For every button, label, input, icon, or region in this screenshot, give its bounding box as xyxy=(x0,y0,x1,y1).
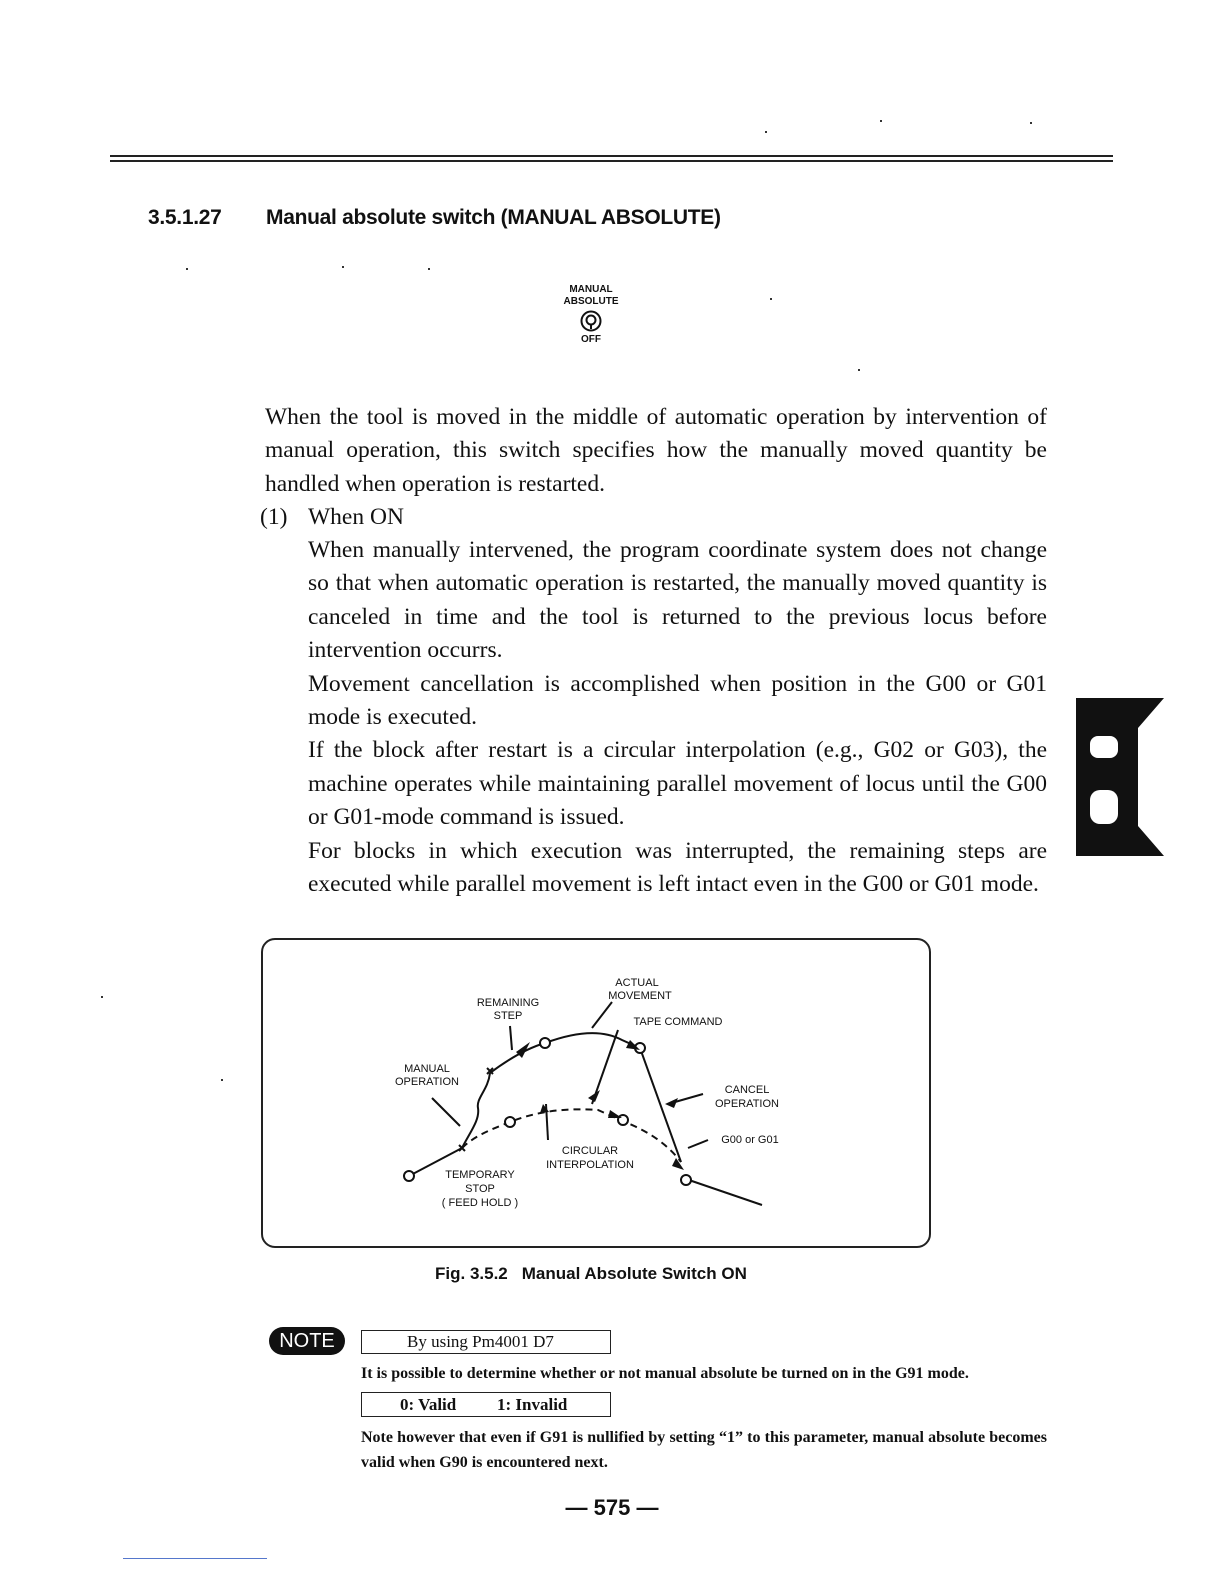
point xyxy=(540,1038,550,1048)
label-temporary-stop: STOP xyxy=(465,1183,495,1195)
arrow xyxy=(608,1110,622,1118)
figure-title: Manual Absolute Switch ON xyxy=(521,1264,747,1283)
label-temporary-stop: TEMPORARY xyxy=(445,1169,515,1181)
actual-movement-path xyxy=(490,1033,640,1073)
switch-label-line1: MANUAL xyxy=(569,284,613,295)
parameter-box xyxy=(361,1330,611,1354)
bottom-link-line xyxy=(123,1558,267,1559)
label-temporary-stop: ( FEED HOLD ) xyxy=(441,1197,519,1209)
note-line-2: Note however that even if G91 is nullified by setting “1” to this parameter, manual absolute becomes valid when G90 is encountered next. xyxy=(361,1429,1047,1471)
arrow xyxy=(665,1098,678,1108)
item-paragraph: If the block after restart is a circular interpolation (e.g., G02 or G03), the machine operates while maintaining parallel movement of locus until the G00 or G01-mode command is issued. xyxy=(308,737,1047,831)
item-heading-text: When ON xyxy=(308,504,404,530)
label-actual-movement: ACTUAL xyxy=(615,977,659,989)
chapter-tab-icon xyxy=(1076,698,1166,858)
label-remaining-step: REMAINING xyxy=(476,997,540,1009)
value-valid: 0: Valid xyxy=(400,1395,457,1414)
parameter-values-box xyxy=(361,1392,611,1417)
leader-actual xyxy=(592,1002,612,1028)
end-point xyxy=(681,1175,691,1185)
note-line-1: It is possible to determine whether or not manual absolute be turned on in the G91 mode. xyxy=(361,1365,969,1382)
section-number: 3.5.1.27 xyxy=(148,206,222,229)
label-remaining-step: STEP xyxy=(493,1010,523,1022)
arrow xyxy=(588,1090,600,1102)
leader-remaining xyxy=(510,1026,512,1050)
section-title: Manual absolute switch (MANUAL ABSOLUTE) xyxy=(266,206,721,229)
note-badge: NOTE xyxy=(269,1327,345,1355)
end-path xyxy=(686,1179,762,1205)
arrow xyxy=(540,1104,549,1113)
leader-g00 xyxy=(688,1140,708,1148)
intro-paragraph: When the tool is moved in the middle of automatic operation by intervention of manual operation, this switch specifies how the manually moved quantity be handled when operation is restarted. xyxy=(265,404,1047,497)
item-paragraph: When manually intervened, the program coordinate system does not change so that when automatic operation is restarted, the manually moved quantity is canceled in time and the tool is returned to the previous locus before intervention occurrs. xyxy=(308,537,1047,664)
label-manual-operation: MANUAL xyxy=(404,1063,450,1075)
label-g00-or-g01: G00 or G01 xyxy=(721,1134,779,1146)
parameter-text: By using Pm4001 D7 xyxy=(407,1332,554,1351)
label-manual-operation: OPERATION xyxy=(395,1076,459,1088)
item-paragraph: Movement cancellation is accomplished when position in the G00 or G01 mode is executed. xyxy=(308,670,1047,731)
label-circular-interpolation: INTERPOLATION xyxy=(546,1159,634,1171)
figure-caption xyxy=(435,1264,747,1284)
label-circular-interpolation: CIRCULAR xyxy=(561,1145,619,1157)
label-tape-command: TAPE COMMAND xyxy=(633,1016,723,1028)
point xyxy=(505,1117,515,1127)
item-paragraph: For blocks in which execution was interrupted, the remaining steps are executed while parallel movement is left intact even in the G00 or G01 mode. xyxy=(308,837,1047,898)
figure-number: Fig. 3.5.2 xyxy=(435,1264,508,1283)
item-marker: (1) xyxy=(260,504,288,530)
label-cancel-operation: CANCEL xyxy=(724,1084,770,1096)
label-cancel-operation: OPERATION xyxy=(715,1098,779,1110)
label-actual-movement: MOVEMENT xyxy=(608,990,672,1002)
leader-manual-op xyxy=(432,1098,460,1126)
switch-state-label: OFF xyxy=(581,334,601,345)
start-point xyxy=(404,1171,414,1181)
switch-label-line2: ABSOLUTE xyxy=(563,296,619,307)
value-invalid: 1: Invalid xyxy=(497,1395,568,1414)
page-number: — 575 — xyxy=(565,1495,659,1520)
